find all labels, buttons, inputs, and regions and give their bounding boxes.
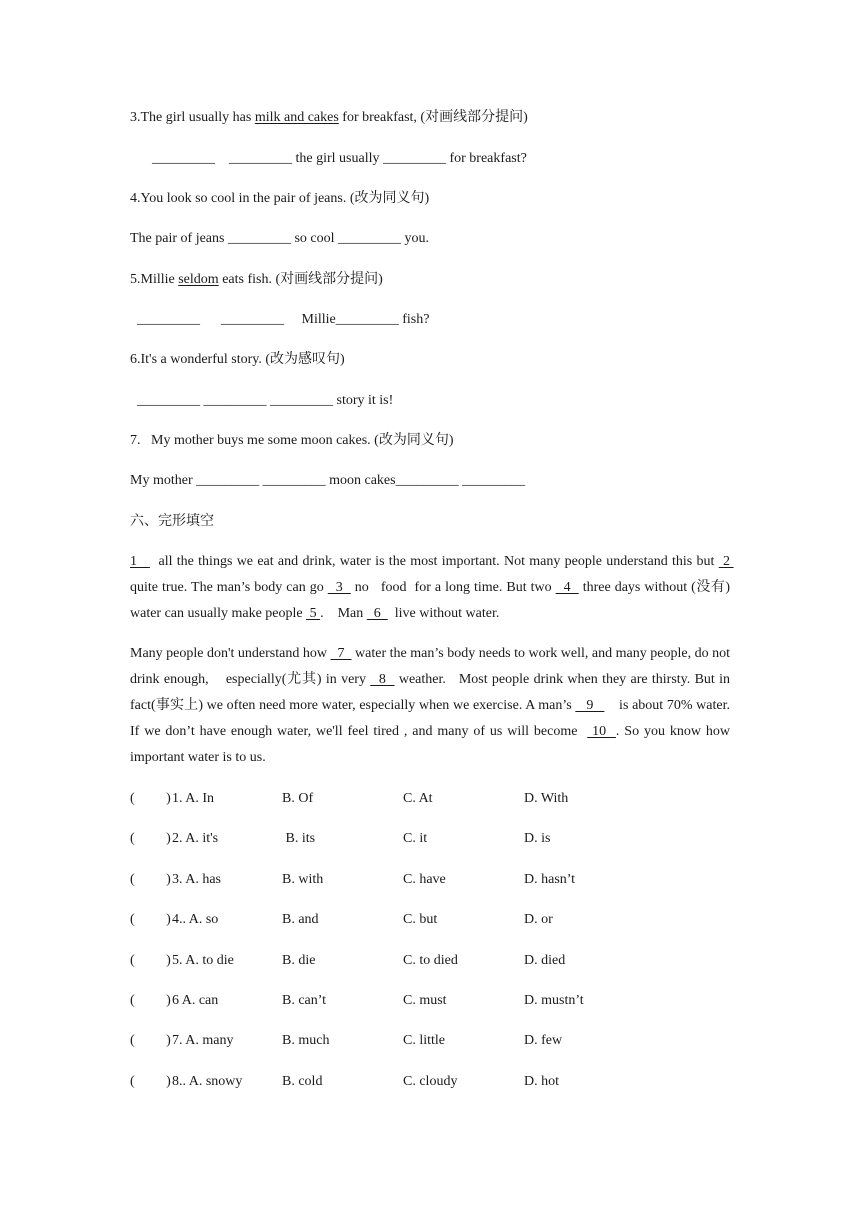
- option-d: D. hot: [524, 1073, 559, 1089]
- passage-text: Many people don't understand how: [130, 646, 331, 661]
- question-3: [130, 109, 528, 127]
- q3-text-post: for breakfast, (对画线部分提问): [338, 110, 528, 125]
- cloze-blank: 8: [370, 672, 395, 687]
- option-a: 1. A. In: [172, 791, 214, 806]
- option-a: 3. A. has: [172, 871, 221, 887]
- q5-text-post: eats fish. (对画线部分提问): [218, 272, 383, 287]
- option-d: D. hasn’t: [524, 871, 576, 887]
- option-c: C. cloudy: [403, 1073, 458, 1089]
- cloze-blank: 10: [587, 724, 616, 739]
- answer-paren: ( ): [130, 791, 171, 806]
- q3-answer-line: _________ _________ the girl usually _________ for breakfast?: [152, 151, 527, 166]
- option-b: B. its: [282, 831, 316, 847]
- option-b: B. Of: [282, 791, 314, 806]
- option-d: D. or: [524, 912, 553, 928]
- cloze-paragraph-2: [130, 641, 734, 771]
- option-c: C. little: [403, 1033, 445, 1049]
- option-d: D. mustn’t: [524, 993, 584, 1008]
- passage-text: water the man’s body needs to work well, and many people, do not drink enough, especially(尤其) in very: [130, 646, 734, 687]
- passage-text: weather. Most people drink when they are thirsty. But in fact(事实上) we often need more water, especially when we exercise. A man’s: [130, 672, 734, 713]
- answer-paren: ( ): [130, 1073, 171, 1089]
- answer-paren: ( ): [130, 912, 171, 928]
- question-4: 4.You look so cool in the pair of jeans. (改为同义句): [130, 191, 430, 206]
- passage-text: all the things we eat and drink, water is the most important. Not many people understand this but: [149, 554, 719, 569]
- option-a: 2. A. it's: [172, 831, 219, 847]
- option-row: [130, 1032, 730, 1050]
- cloze-blank: 6: [366, 606, 388, 621]
- option-b: B. and: [282, 912, 319, 928]
- question-7: 7. My mother buys me some moon cakes. (改为同义句): [130, 433, 454, 448]
- q6-answer-line: _________ _________ _________ story it is!: [137, 393, 394, 408]
- cloze-blank: 9: [575, 698, 605, 713]
- option-row: [130, 911, 730, 929]
- passage-text: live without water.: [387, 606, 500, 621]
- option-b: B. can’t: [282, 993, 327, 1008]
- option-b: B. with: [282, 871, 324, 887]
- option-d: D. died: [524, 952, 566, 968]
- answer-paren: ( ): [130, 993, 171, 1008]
- option-b: B. die: [282, 952, 316, 968]
- option-row: [130, 790, 730, 808]
- q5-text-pre: 5.Millie: [130, 272, 179, 287]
- q5-underlined-word: seldom: [178, 272, 219, 287]
- option-d: D. few: [524, 1033, 563, 1049]
- option-c: C. to died: [403, 952, 458, 968]
- option-row: [130, 952, 730, 970]
- option-a: 8.. A. snowy: [172, 1073, 243, 1089]
- q3-underlined-phrase: milk and cakes: [254, 110, 339, 125]
- option-row: [130, 871, 730, 889]
- passage-text: . Man: [320, 606, 367, 621]
- q3-text-pre: 3.The girl usually has: [130, 110, 255, 125]
- option-a: 7. A. many: [172, 1033, 234, 1049]
- cloze-paragraph-1: [130, 549, 738, 627]
- option-d: D. is: [524, 831, 551, 847]
- answer-paren: ( ): [130, 831, 171, 847]
- passage-text: . So you know how important water is to us.: [130, 724, 734, 765]
- option-row: [130, 1073, 730, 1091]
- passage-text: no food for a long time. But two: [350, 580, 556, 595]
- option-a: 4.. A. so: [172, 912, 219, 928]
- cloze-blank: 5: [306, 606, 321, 621]
- answer-paren: ( ): [130, 952, 171, 968]
- option-c: C. it: [403, 831, 428, 847]
- option-b: B. cold: [282, 1073, 323, 1089]
- option-a: 6 A. can: [172, 993, 219, 1008]
- option-c: C. but: [403, 912, 438, 928]
- q4-answer-line: The pair of jeans _________ so cool _________ you.: [130, 231, 430, 246]
- passage-text: quite true. The man’s body can go: [130, 554, 738, 595]
- option-c: C. must: [403, 993, 447, 1008]
- option-d: D. With: [524, 791, 569, 806]
- passage-text: is about 70% water. If we don’t have enough water, we'll feel tired , and many of us will become: [130, 698, 734, 739]
- question-6: 6.It's a wonderful story. (改为感叹句): [130, 352, 345, 367]
- option-c: C. At: [403, 791, 433, 806]
- option-row: [130, 992, 730, 1010]
- answer-paren: ( ): [130, 871, 171, 887]
- option-row: [130, 830, 730, 848]
- cloze-blank: 7: [330, 646, 352, 661]
- cloze-blank: 2: [718, 554, 734, 569]
- cloze-blank: 4: [555, 580, 579, 595]
- section-title: 六、完形填空: [130, 514, 214, 529]
- cloze-blank: 1: [130, 554, 150, 569]
- option-b: B. much: [282, 1033, 330, 1049]
- passage-text: three days without (没有) water can usually make people: [130, 580, 734, 621]
- q5-answer-line: _________ _________ Millie_________ fish?: [137, 312, 430, 327]
- option-c: C. have: [403, 871, 446, 887]
- q7-answer-line: My mother _________ _________ moon cakes_________ _________: [130, 473, 526, 488]
- cloze-blank: 3: [327, 580, 351, 595]
- option-a: 5. A. to die: [172, 952, 234, 968]
- answer-paren: ( ): [130, 1033, 171, 1049]
- question-5: [130, 271, 383, 289]
